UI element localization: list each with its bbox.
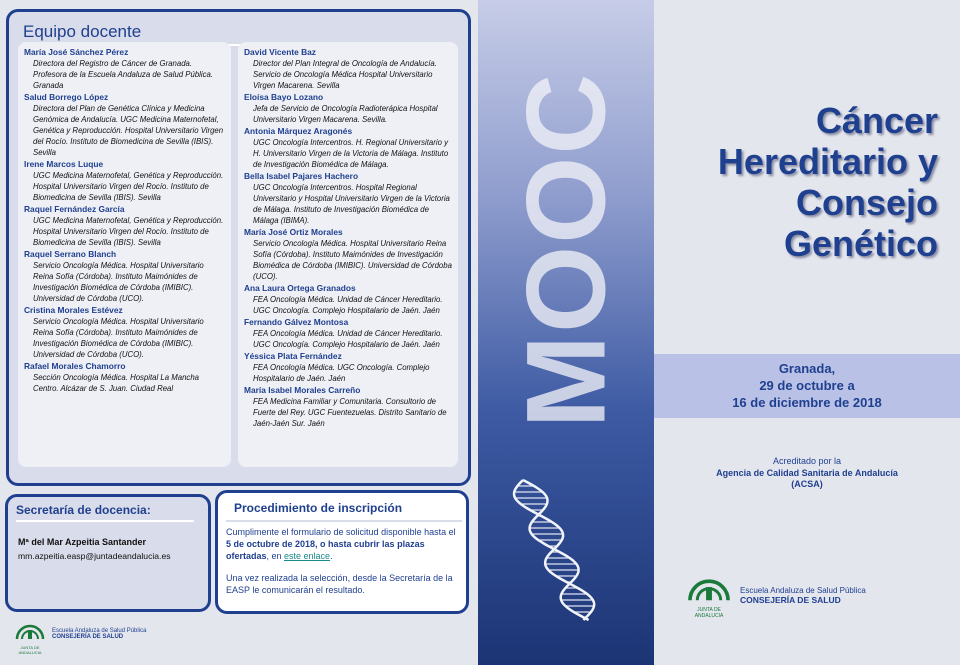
mooc-strip — [478, 0, 654, 665]
member-affiliation: Jefa de Servicio de Oncología Radioterápica Hospital Universitario Virgen Macarena. Sevilla. — [253, 104, 438, 124]
member-affiliation: UGC Medicina Maternofetal, Genética y Reproducción. Hospital Universitario Virgen del Rocío. Instituto de Biomedicina de Sevilla (IBIS). Sevilla — [33, 216, 224, 247]
registration-link[interactable]: este enlace — [284, 551, 331, 561]
member-affiliation: FEA Medicina Familiar y Comunitaria. Consultorio de Fuerte del Rey. UGC Fuentezuelas. Distrito Sanitario de Jaén-Jaén Sur. Jaén — [253, 397, 447, 428]
junta-label: JUNTA DE ANDALUCIA — [18, 645, 42, 655]
member-affiliation: Director del Plan Integral de Oncología de Andalucía. Servicio de Oncología Médica Hospital Universitario Virgen Macarena. Sevilla — [253, 59, 437, 90]
team-member — [24, 47, 225, 91]
member-affiliation: Servicio Oncología Médica. Hospital Universitario Reina Sofía (Córdoba). Instituto Maimónides de Investigación Biomédica de Córdoba (IMIBIC). Universidad de Córdoba (UCO). — [253, 239, 452, 281]
junta-arch-icon-large — [687, 578, 731, 602]
date-band — [654, 354, 960, 418]
consejeria-label-large: CONSEJERÍA DE SALUD — [740, 595, 841, 605]
junta-label-large: JUNTA DE ANDALUCIA — [694, 607, 724, 619]
member-name: Raquel Serrano Blanch — [24, 249, 117, 259]
member-name: María José Sánchez Pérez — [24, 47, 129, 57]
member-name: David Vicente Baz — [244, 47, 316, 57]
team-member — [244, 317, 452, 350]
member-name: Yéssica Plata Fernández — [244, 351, 342, 361]
member-affiliation: FEA Oncología Médica. Unidad de Cáncer Hereditario. UGC Oncología. Complejo Hospitalario de Jaén. Jaén — [253, 329, 443, 349]
mooc-vertical-text: MOOC — [503, 71, 629, 429]
institution-logo-left — [12, 624, 146, 655]
team-member — [24, 204, 225, 248]
member-name: Bella Isabel Pajares Hachero — [244, 171, 359, 181]
easp-label: Escuela Andaluza de Salud Pública — [52, 628, 147, 634]
member-name: Rafael Morales Chamorro — [24, 361, 126, 371]
registration-text-d: . — [330, 551, 333, 561]
secretariat-contact-name: Mª del Mar Azpeitia Santander — [18, 537, 147, 547]
member-affiliation: UGC Oncología Intercentros. Hospital Regional Universitario y Hospital Universitario Virgen de la Victoria de Málaga. Instituto de Investigación Biomédica de Málaga (IBIMA). — [253, 183, 450, 225]
junta-logo-large — [684, 578, 734, 619]
dna-helix-image — [478, 0, 654, 665]
front-cover — [654, 0, 960, 665]
team-member — [24, 249, 225, 304]
member-affiliation: Sección Oncología Médica. Hospital La Mancha Centro. Alcázar de S. Juan. Ciudad Real — [33, 373, 199, 393]
team-column-left — [18, 42, 231, 467]
accreditation-agency: Agencia de Calidad Sanitaria de Andalucía — [716, 467, 898, 478]
junta-arch-icon — [15, 624, 45, 640]
team-member — [24, 92, 225, 158]
accreditation-acronym: (ACSA) — [791, 479, 823, 489]
dna-strand — [523, 480, 589, 620]
member-name: Eloísa Bayo Lozano — [244, 92, 324, 102]
member-affiliation: Directora del Registro de Cáncer de Granada. Profesora de la Escuela Andaluza de Salud Pública. Granada — [33, 59, 214, 90]
member-name: Ana Laura Ortega Granados — [244, 283, 356, 293]
secretariat-panel — [5, 494, 211, 612]
member-name: Cristina Morales Estévez — [24, 305, 123, 315]
institution-logo-right — [684, 578, 866, 619]
registration-selection-text: Una vez realizada la selección, desde la Secretaría de la EASP le comunicarán el resultado. — [226, 573, 453, 595]
accreditation — [654, 456, 960, 491]
member-affiliation: Directora del Plan de Genética Clínica y Medicina Genómica de Andalucía. UGC Medicina Maternofetal, Genética y Reproducción. Hospital Universitario Virgen del Rocío. Instituto de Biomedicina de Sevilla (IBIS). Sevilla — [33, 104, 224, 157]
registration-title: Procedimiento de inscripción — [234, 501, 403, 515]
secretariat-title: Secretaría de docencia: — [16, 503, 151, 517]
member-name: María Isabel Morales Carreño — [244, 385, 361, 395]
member-affiliation: FEA Oncología Médica. UGC Oncología. Complejo Hospitalario de Jaén. Jaén — [253, 363, 430, 383]
registration-text-c: , en — [266, 551, 285, 561]
team-member — [24, 361, 225, 394]
team-member — [244, 283, 452, 316]
member-affiliation: Servicio Oncología Médica. Hospital Universitario Reina Sofía (Córdoba). Instituto Maimónides de Investigación Biomédica de Córdoba (IMIBIC). Universidad de Córdoba (UCO). — [33, 261, 204, 303]
course-title-line-2: Hereditario y — [717, 141, 938, 182]
team-member — [244, 126, 452, 170]
date-end: 16 de diciembre de 2018 — [732, 395, 882, 410]
team-member — [244, 227, 452, 282]
registration-panel — [215, 490, 469, 614]
secretariat-underline — [16, 520, 194, 522]
team-member — [244, 47, 452, 91]
teaching-team-title: Equipo docente — [23, 22, 142, 41]
team-member — [24, 159, 225, 203]
date-start: 29 de octubre a — [759, 378, 855, 393]
team-member — [24, 305, 225, 360]
registration-underline — [226, 520, 462, 522]
course-title-line-3: Consejo Genético — [783, 182, 938, 264]
member-name: María José Ortiz Morales — [244, 227, 343, 237]
registration-text — [226, 526, 462, 562]
accreditation-intro: Acreditado por la — [772, 456, 842, 466]
member-name: Raquel Fernández García — [24, 204, 125, 214]
teaching-team-panel — [6, 9, 471, 486]
easp-label-large: Escuela Andaluza de Salud Pública — [740, 586, 866, 595]
registration-text-a: Cumplimente el formulario de solicitud disponible hasta el — [226, 527, 456, 537]
member-affiliation: UGC Medicina Maternofetal, Genética y Reproducción. Hospital Universitario Virgen del Rocío. Instituto de Biomedicina de Sevilla (IBIS). Sevilla — [33, 171, 224, 202]
member-affiliation: Servicio Oncología Médica. Hospital Universitario Reina Sofía (Córdoba). Instituto Maimónides de Investigación Biomédica de Córdoba (IMIBIC). Universidad de Córdoba (UCO). — [33, 317, 204, 359]
registration-deadline: 5 de octubre de 2018, o hasta cubrir las plazas ofertadas — [226, 539, 425, 561]
team-member — [244, 385, 452, 429]
course-title — [654, 100, 938, 264]
team-column-right — [238, 42, 458, 467]
team-member — [244, 171, 452, 226]
junta-logo — [12, 624, 48, 655]
member-affiliation: FEA Oncología Médica. Unidad de Cáncer Hereditario. UGC Oncología. Complejo Hospitalario de Jaén. Jaén — [253, 295, 443, 315]
member-name: Irene Marcos Luque — [24, 159, 104, 169]
secretariat-email[interactable]: mm.azpeitia.easp@juntadeandalucia.es — [18, 551, 171, 561]
course-title-line-1: Cáncer — [815, 100, 938, 141]
team-member — [244, 92, 452, 125]
consejeria-label: CONSEJERÍA DE SALUD — [52, 634, 124, 640]
date-place: Granada, — [778, 361, 836, 376]
member-name: Salud Borrego López — [24, 92, 109, 102]
member-name: Fernando Gálvez Montosa — [244, 317, 349, 327]
back-left-page — [0, 0, 478, 665]
dna-strand — [514, 480, 594, 620]
member-name: Antonia Márquez Aragonés — [244, 126, 353, 136]
team-member — [244, 351, 452, 384]
member-affiliation: UGC Oncología Intercentros. H. Regional Universitario y H. Universitario Virgen de la Victoria de Málaga. Instituto de Investigación Biomédica de Málaga. — [253, 138, 449, 169]
